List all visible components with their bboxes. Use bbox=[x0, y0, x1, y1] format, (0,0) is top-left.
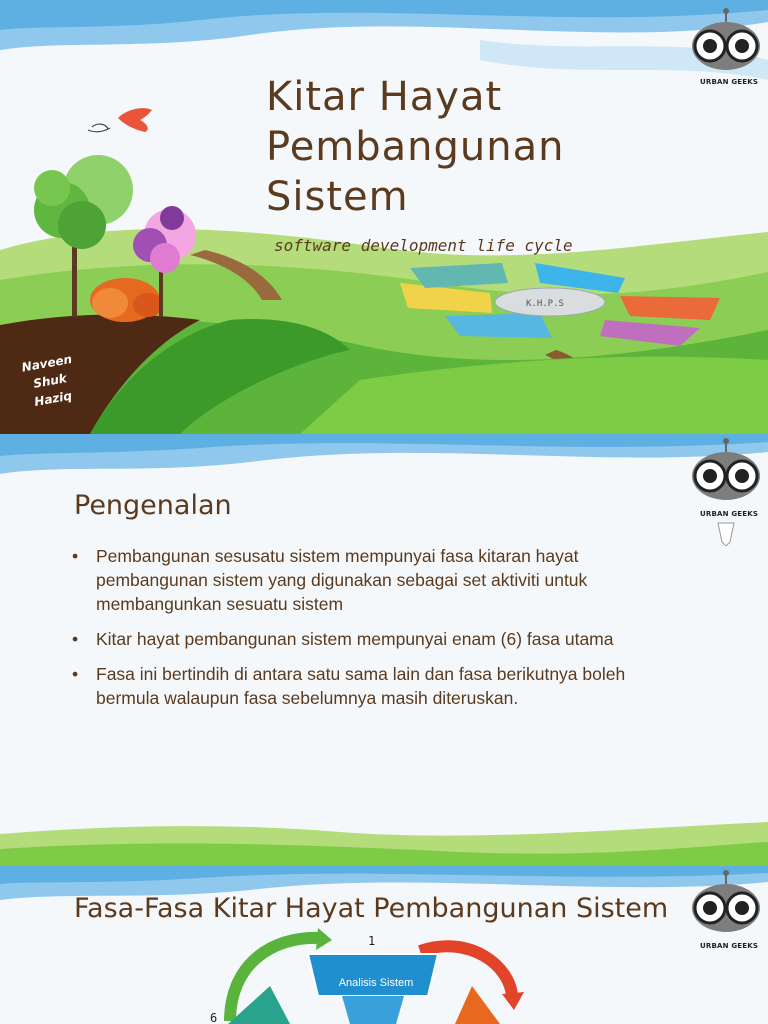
author-names bbox=[16, 349, 84, 413]
logo-text: URBAN GEEKS bbox=[700, 510, 759, 518]
logo-text: URBAN GEEKS bbox=[700, 942, 759, 950]
bullet-item: • Pembangunan sesusatu sistem mempunyai fasa kitaran hayat pembangunan sistem yang digunakan sebagai set aktiviti untuk membangunkan sesuatu sistem bbox=[72, 544, 692, 616]
author-1: Naveen bbox=[20, 351, 74, 375]
phase-1-label: Analisis Sistem bbox=[338, 977, 414, 989]
title-line-2: Pembangunan bbox=[266, 124, 565, 170]
title-line-3: Sistem bbox=[266, 174, 409, 220]
bullet-list bbox=[72, 544, 692, 721]
phase-number-1: 1 bbox=[368, 934, 376, 948]
bullet-item: • Fasa ini bertindih di antara satu sama lain dan fasa berikutnya boleh bermula walaupun fasa sebelumnya masih diteruskan. bbox=[72, 662, 692, 710]
bullet-item: • Kitar hayat pembangunan sistem mempunyai enam (6) fasa utama bbox=[72, 627, 692, 651]
urban-geeks-logo bbox=[686, 8, 766, 86]
section-heading: Fasa-Fasa Kitar Hayat Pembangunan Sistem bbox=[74, 893, 669, 924]
urban-geeks-logo bbox=[686, 870, 766, 950]
section-heading: Pengenalan bbox=[74, 490, 232, 521]
title-line-1: Kitar Hayat bbox=[266, 74, 503, 120]
title-slide bbox=[0, 0, 768, 434]
logo-text: URBAN GEEKS bbox=[700, 78, 759, 86]
slide-subtitle: software development life cycle bbox=[274, 236, 573, 255]
intro-slide bbox=[0, 434, 768, 866]
phase-number-6: 6 bbox=[210, 1011, 218, 1024]
wheel-center-label: K.H.P.S bbox=[526, 299, 564, 309]
author-3: Haziq bbox=[33, 388, 73, 409]
urban-geeks-logo bbox=[686, 438, 766, 546]
slide-title bbox=[266, 72, 606, 222]
sdlc-wheel-illustration bbox=[380, 258, 730, 348]
author-2: Shuk bbox=[32, 371, 68, 391]
phases-slide bbox=[0, 866, 768, 1024]
